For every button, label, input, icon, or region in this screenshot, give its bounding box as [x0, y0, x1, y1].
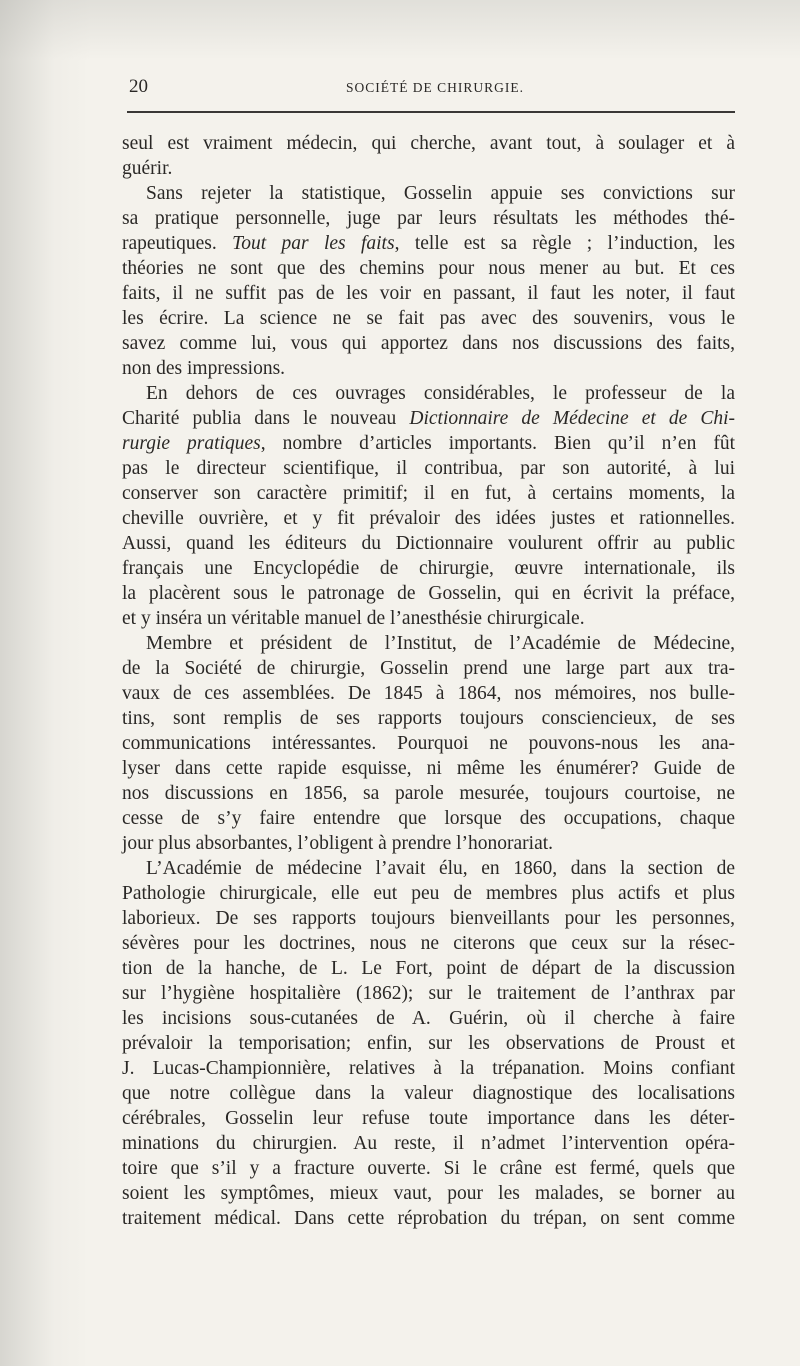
header-rule	[127, 111, 735, 113]
text-line-content	[122, 906, 735, 931]
text-line-content	[122, 131, 735, 156]
text-line-content	[122, 981, 735, 1006]
text-line	[122, 281, 735, 306]
text-segment: Pathologie chirurgicale, elle eut peu de membres plus actifs et plus	[122, 883, 735, 904]
text-segment: pas le directeur scientifique, il contribua, par son autorité, à lui	[122, 458, 735, 479]
text-segment: , nombre d’articles importants. Bien qu’il n’en fût	[260, 433, 735, 454]
text-line	[122, 381, 735, 406]
text-segment: guérir.	[122, 158, 173, 179]
text-line-content	[146, 181, 735, 206]
text-segment: les incisions sous-cutanées de A. Guérin, où il cherche à faire	[122, 1008, 735, 1029]
text-line	[122, 756, 735, 781]
text-line	[122, 206, 735, 231]
text-line	[122, 656, 735, 681]
text-line	[122, 306, 735, 331]
text-line	[122, 156, 735, 181]
text-line	[122, 806, 735, 831]
text-segment: L’Académie de médecine l’avait élu, en 1860, dans la section de	[146, 858, 735, 879]
text-line	[122, 481, 735, 506]
text-line-content	[122, 608, 585, 629]
text-line	[122, 706, 735, 731]
text-segment: rapeutiques.	[122, 233, 233, 254]
text-line-content	[122, 231, 735, 256]
text-segment: savez comme lui, vous qui apportez dans nos discussions des faits,	[122, 333, 735, 354]
text-line-content	[122, 833, 553, 854]
text-segment: sur l’hygiène hospitalière (1862); sur le traitement de l’anthrax par	[122, 983, 735, 1004]
text-line	[122, 1156, 735, 1181]
text-line-content	[122, 681, 735, 706]
text-line-content	[122, 1156, 735, 1181]
text-line-content	[122, 281, 735, 306]
text-segment: minations du chirurgien. Au reste, il n’admet l’intervention opéra-	[122, 1133, 735, 1154]
text-line	[122, 231, 735, 256]
text-line-content	[122, 1206, 735, 1231]
text-line-content	[146, 856, 735, 881]
text-segment: français une Encyclopédie de chirurgie, œuvre internationale, ils	[122, 558, 735, 579]
text-segment: que notre collègue dans la valeur diagnostique des localisations	[122, 1083, 735, 1104]
text-line	[122, 1006, 735, 1031]
text-segment: prévaloir la temporisation; enfin, sur les observations de Proust et	[122, 1033, 735, 1054]
text-line-content	[122, 306, 735, 331]
text-line-content	[122, 1181, 735, 1206]
text-line-content	[122, 656, 735, 681]
text-segment: de la Société de chirurgie, Gosselin prend une large part aux tra-	[122, 658, 735, 679]
text-line-content	[122, 481, 735, 506]
text-line-content	[122, 1106, 735, 1131]
text-segment: la placèrent sous le patronage de Gosselin, qui en écrivit la préface,	[122, 583, 735, 604]
text-segment: faits, il ne suffit pas de les voir en passant, il faut les noter, il faut	[122, 283, 735, 304]
text-line-content	[122, 756, 735, 781]
text-line-content	[122, 581, 735, 606]
text-line-content	[122, 956, 735, 981]
text-line	[122, 956, 735, 981]
text-line-content	[122, 881, 735, 906]
text-segment: laborieux. De ses rapports toujours bienveillants pour les personnes,	[122, 908, 735, 929]
scan-top-shadow	[0, 0, 800, 60]
text-segment: Sans rejeter la statistique, Gosselin appuie ses convictions sur	[146, 183, 735, 204]
italic-text: rurgie pratiques	[122, 433, 261, 454]
text-segment: conserver son caractère primitif; il en fut, à certains moments, la	[122, 483, 735, 504]
text-line-content	[122, 331, 735, 356]
text-line-content	[122, 1081, 735, 1106]
text-segment: lyser dans cette rapide esquisse, ni même les énumérer? Guide de	[122, 758, 735, 779]
text-segment: seul est vraiment médecin, qui cherche, avant tout, à soulager et à	[122, 133, 735, 154]
text-line-content	[122, 531, 735, 556]
text-segment: soient les symptômes, mieux vaut, pour les malades, se borner au	[122, 1183, 735, 1204]
text-line	[122, 1081, 735, 1106]
text-segment: toire que s’il y a fracture ouverte. Si le crâne est fermé, quels que	[122, 1158, 735, 1179]
text-segment: et y inséra un véritable manuel de l’anesthésie chirurgicale.	[122, 608, 585, 629]
text-line	[122, 1056, 735, 1081]
text-segment: J. Lucas-Championnière, relatives à la trépanation. Moins confiant	[122, 1058, 735, 1079]
text-line-content	[146, 631, 735, 656]
text-line-content	[122, 1031, 735, 1056]
text-line	[122, 131, 735, 156]
text-line-content	[122, 731, 735, 756]
scan-edge-shadow	[0, 0, 90, 1366]
text-segment: cérébrales, Gosselin leur refuse toute importance dans les déter-	[122, 1108, 735, 1129]
text-line-content	[122, 456, 735, 481]
text-line	[122, 831, 735, 856]
text-line-content	[146, 381, 735, 406]
text-line-content	[122, 206, 735, 231]
text-line-content	[122, 358, 285, 379]
text-segment: traitement médical. Dans cette réprobation du trépan, on sent comme	[122, 1208, 735, 1229]
text-line	[122, 556, 735, 581]
text-line	[122, 406, 735, 431]
text-line-content	[122, 158, 172, 179]
text-segment: Charité publia dans le nouveau	[122, 408, 410, 429]
text-segment: communications intéressantes. Pourquoi ne pouvons-nous les ana-	[122, 733, 735, 754]
text-segment: tion de la hanche, de L. Le Fort, point de départ de la discussion	[122, 958, 735, 979]
text-line	[122, 856, 735, 881]
page-number: 20	[129, 76, 148, 97]
text-segment: Membre et président de l’Institut, de l’Académie de Médecine,	[146, 633, 735, 654]
text-line	[122, 1131, 735, 1156]
text-line	[122, 1181, 735, 1206]
text-line	[122, 606, 735, 631]
text-line	[122, 681, 735, 706]
italic-text: Dictionnaire de Médecine et de Chi-	[409, 408, 735, 429]
text-line-content	[122, 706, 735, 731]
text-line	[122, 456, 735, 481]
text-line	[122, 981, 735, 1006]
text-segment: sa pratique personnelle, juge par leurs résultats les méthodes thé-	[122, 208, 735, 229]
text-line-content	[122, 556, 735, 581]
text-line-content	[122, 806, 735, 831]
text-line	[122, 256, 735, 281]
text-segment: théories ne sont que des chemins pour nous mener au but. Et ces	[122, 258, 735, 279]
text-segment: Aussi, quand les éditeurs du Dictionnaire voulurent offrir au public	[122, 533, 735, 554]
text-segment: jour plus absorbantes, l’obligent à prendre l’honorariat.	[122, 833, 554, 854]
text-line	[122, 931, 735, 956]
text-segment: nos discussions en 1856, sa parole mesurée, toujours courtoise, ne	[122, 783, 735, 804]
text-line	[122, 1106, 735, 1131]
text-line-content	[122, 256, 735, 281]
text-segment: les écrire. La science ne se fait pas avec des souvenirs, vous le	[122, 308, 735, 329]
text-line	[122, 731, 735, 756]
text-line	[122, 531, 735, 556]
text-line-content	[122, 1006, 735, 1031]
text-line-content	[122, 431, 735, 456]
text-segment: En dehors de ces ouvrages considérables, le professeur de la	[146, 383, 735, 404]
text-line	[122, 781, 735, 806]
text-line	[122, 881, 735, 906]
text-line	[122, 356, 735, 381]
text-segment: vaux de ces assemblées. De 1845 à 1864, nos mémoires, nos bulle-	[122, 683, 735, 704]
text-line-content	[122, 781, 735, 806]
italic-text: Tout par les faits	[232, 233, 395, 254]
text-line	[122, 181, 735, 206]
body-text	[122, 131, 735, 1231]
text-line-content	[122, 1056, 735, 1081]
text-line	[122, 506, 735, 531]
text-segment: cesse de s’y faire entendre que lorsque des occupations, chaque	[122, 808, 735, 829]
text-segment: cheville ouvrière, et y fit prévaloir des idées justes et rationnelles.	[122, 508, 735, 529]
text-line	[122, 1206, 735, 1231]
running-head: SOCIÉTÉ DE CHIRURGIE.	[345, 80, 525, 95]
text-line	[122, 1031, 735, 1056]
text-line-content	[122, 506, 735, 531]
text-line	[122, 431, 735, 456]
text-line	[122, 906, 735, 931]
text-line-content	[122, 1131, 735, 1156]
text-line-content	[122, 406, 735, 431]
text-segment: , telle est sa règle ; l’induction, les	[394, 233, 736, 254]
text-line-content	[122, 931, 735, 956]
text-segment: sévères pour les doctrines, nous ne citerons que ceux sur la résec-	[122, 933, 735, 954]
text-line	[122, 631, 735, 656]
text-line	[122, 581, 735, 606]
text-segment: non des impressions.	[122, 358, 286, 379]
text-segment: tins, sont remplis de ses rapports toujours consciencieux, de ses	[122, 708, 735, 729]
text-line	[122, 331, 735, 356]
